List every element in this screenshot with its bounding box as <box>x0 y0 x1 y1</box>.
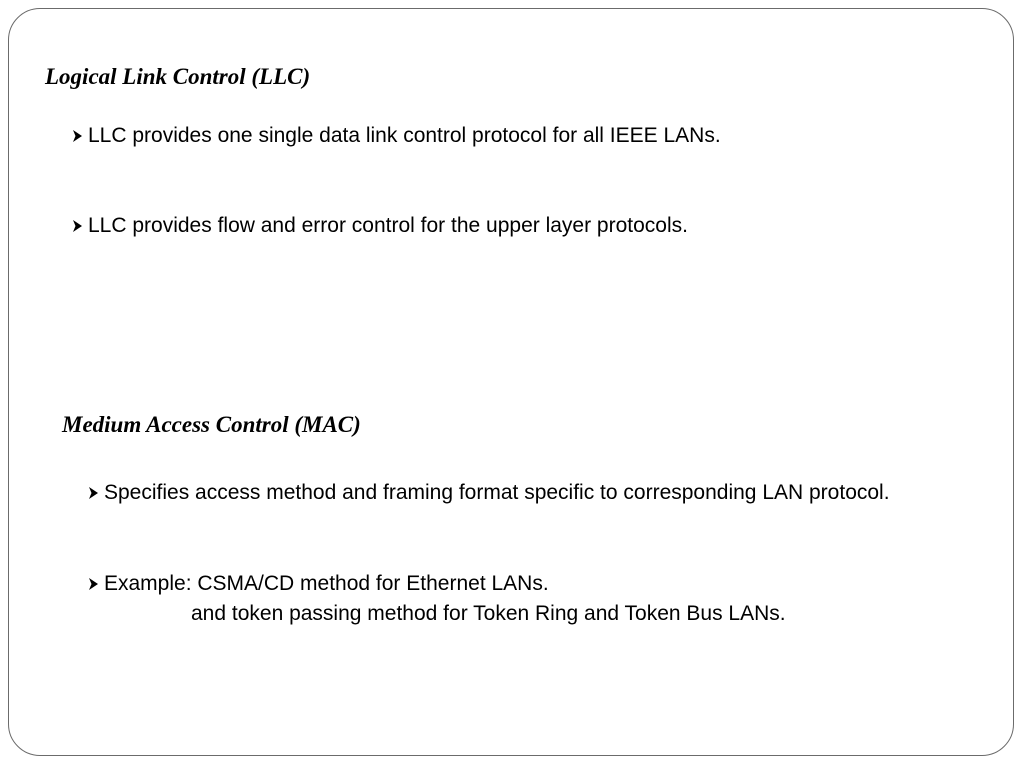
mac-bullet-2 <box>89 569 989 629</box>
mac-heading: Medium Access Control (MAC) <box>62 412 361 437</box>
arrow-bullet-icon <box>73 220 82 232</box>
mac-bullet-1-text: Specifies access method and framing format specific to corresponding LAN protocol. <box>104 481 890 504</box>
mac-bullet-2-text: Example: CSMA/CD method for Ethernet LANs. <box>104 572 549 595</box>
arrow-bullet-icon <box>89 487 98 499</box>
llc-bullet-2 <box>73 211 973 241</box>
llc-heading: Logical Link Control (LLC) <box>45 64 311 89</box>
mac-bullet-2-continuation: and token passing method for Token Ring and Token Bus LANs. <box>191 602 786 625</box>
arrow-bullet-icon <box>73 130 82 142</box>
llc-bullet-1-text: LLC provides one single data link control protocol for all IEEE LANs. <box>88 124 721 147</box>
arrow-bullet-icon <box>89 578 98 590</box>
slide-frame <box>8 8 1014 756</box>
llc-bullet-1 <box>73 121 973 151</box>
mac-bullet-1 <box>89 478 989 508</box>
llc-bullet-2-text: LLC provides flow and error control for the upper layer protocols. <box>88 214 688 237</box>
